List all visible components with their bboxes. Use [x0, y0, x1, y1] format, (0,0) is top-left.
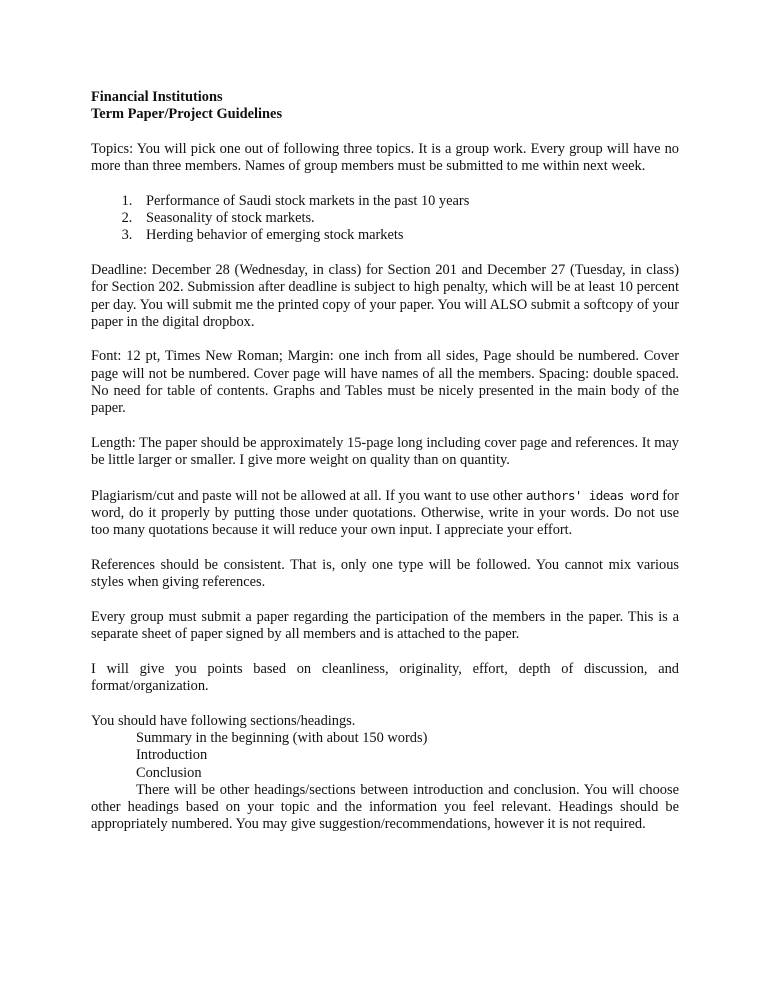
topics-paragraph: Topics: You will pick one out of following three topics. It is a group work. Every group will have no more than three members. Names of group members must be submitted to me within next week. — [91, 140, 679, 175]
document-page — [91, 89, 679, 834]
sections-block — [91, 713, 679, 834]
section-item: Summary in the beginning (with about 150 words) — [136, 729, 428, 746]
deadline-paragraph: Deadline: December 28 (Wednesday, in class) for Section 201 and December 27 (Tuesday, in class) for Section 202. Submission after deadline is subject to high penalty, which will be at least 10 percent per day. You will submit me the printed copy of your paper. You will ALSO submit a softcopy of your paper in the digital dropbox. — [91, 261, 679, 330]
plagiarism-text-end: for word, do it properly by putting those under quotations. Otherwise, write in your words. Do not use too many quotations because it will reduce your own input. I appreciate your effort. — [91, 487, 679, 539]
sections-note: There will be other headings/sections between introduction and conclusion. You will choose other headings based on your topic and the information you feel relevant. Headings should be appropriately numbered. You may give suggestion/recommendations, however it is not required. — [91, 781, 679, 833]
length-paragraph: Length: The paper should be approximately 15-page long including cover page and references. It may be little larger or smaller. I give more weight on quality than on quantity. — [91, 434, 679, 469]
font-paragraph: Font: 12 pt, Times New Roman; Margin: one inch from all sides, Page should be numbered. Cover page will not be numbered. Cover page will have names of all the members. Spacing: double spaced. No need for table of contents. Graphs and Tables must be nicely presented in the main body of the paper. — [91, 348, 679, 417]
topic-item: 1. Performance of Saudi stock markets in the past 10 years — [136, 193, 679, 210]
document-header — [91, 89, 679, 124]
plagiarism-text-start: Plagiarism/cut and paste will not be allowed at all. If you want to use other — [91, 487, 526, 504]
sections-intro: You should have following sections/headings. — [91, 712, 356, 729]
topic-item: 3. Herding behavior of emerging stock markets — [136, 227, 679, 244]
topics-list — [91, 193, 679, 245]
points-paragraph: I will give you points based on cleanliness, originality, effort, depth of discussion, and format/organization. — [91, 660, 679, 695]
participation-paragraph: Every group must submit a paper regarding the participation of the members in the paper. This is a separate sheet of paper signed by all members and is attached to the paper. — [91, 608, 679, 643]
topic-item: 2. Seasonality of stock markets. — [136, 210, 679, 227]
references-paragraph: References should be consistent. That is, only one type will be followed. You cannot mix various styles when giving references. — [91, 557, 679, 591]
course-title: Financial Institutions — [91, 89, 223, 105]
document-title: Term Paper/Project Guidelines — [91, 106, 283, 123]
section-item: Introduction — [136, 747, 208, 764]
plagiarism-paragraph — [91, 487, 679, 540]
plagiarism-mono-text: authors' ideas word — [525, 487, 659, 503]
section-item: Conclusion — [136, 764, 202, 781]
